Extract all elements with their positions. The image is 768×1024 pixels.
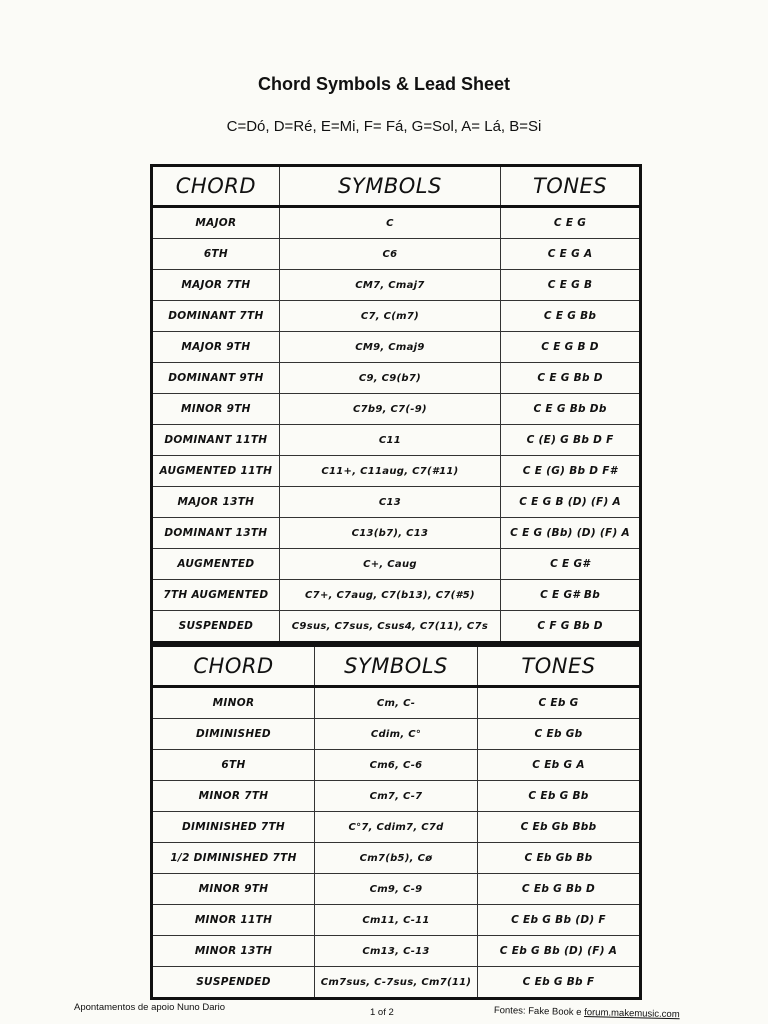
chord-name-cell: DOMINANT 13TH — [152, 518, 280, 549]
chord-name-cell: SUSPENDED — [152, 967, 315, 999]
chord-symbols-cell: C7+, C7aug, C7(b13), C7(#5) — [279, 580, 500, 611]
table-row — [152, 363, 641, 394]
chord-symbols-cell: C9sus, C7sus, Csus4, C7(11), C7s — [279, 611, 500, 643]
chord-name-cell: AUGMENTED 11TH — [152, 456, 280, 487]
chord-tones-cell: C E G Bb Db — [501, 394, 641, 425]
chord-tones-cell: C E G Bb D — [501, 363, 641, 394]
table-row — [152, 301, 641, 332]
table-row — [152, 239, 641, 270]
chord-name-cell: MAJOR 13TH — [152, 487, 280, 518]
table-row — [152, 812, 641, 843]
table-row — [152, 394, 641, 425]
chord-name-cell: MINOR 9TH — [152, 394, 280, 425]
table-row — [152, 874, 641, 905]
chord-symbols-cell: C°7, Cdim7, C7d — [315, 812, 478, 843]
table-row — [152, 518, 641, 549]
chord-symbols-cell: Cm7(b5), Cø — [315, 843, 478, 874]
chord-name-cell: DIMINISHED — [152, 719, 315, 750]
chord-symbols-cell: C7, C(m7) — [279, 301, 500, 332]
chord-tones-cell: C Eb Gb Bbb — [478, 812, 641, 843]
chord-tones-cell: C E G# — [501, 549, 641, 580]
chord-tones-cell: C Eb G Bb (D) F — [478, 905, 641, 936]
chord-tones-cell: C E G B — [501, 270, 641, 301]
chord-name-cell: 7TH AUGMENTED — [152, 580, 280, 611]
table-body — [152, 687, 641, 999]
chord-symbols-cell: Cm6, C-6 — [315, 750, 478, 781]
chord-tones-cell: C Eb G Bb F — [478, 967, 641, 999]
table-row — [152, 580, 641, 611]
chord-symbols-cell: C13 — [279, 487, 500, 518]
chord-tones-cell: C Eb G Bb (D) (F) A — [478, 936, 641, 967]
chord-symbols-cell: Cm7, C-7 — [315, 781, 478, 812]
table-body — [152, 207, 641, 643]
table-row — [152, 905, 641, 936]
chord-name-cell: MAJOR — [152, 207, 280, 239]
major-chords-table — [150, 164, 642, 644]
table-row — [152, 425, 641, 456]
footer-sources — [494, 1005, 680, 1020]
table-row — [152, 967, 641, 999]
footer-source-link[interactable]: forum.makemusic.com — [584, 1007, 680, 1021]
chord-tones-cell: C E G — [501, 207, 641, 239]
chord-name-cell: MINOR — [152, 687, 315, 719]
chord-symbols-cell: C13(b7), C13 — [279, 518, 500, 549]
table-row — [152, 687, 641, 719]
chord-name-cell: DIMINISHED 7TH — [152, 812, 315, 843]
chord-name-cell: DOMINANT 11TH — [152, 425, 280, 456]
chord-name-cell: 1/2 DIMINISHED 7TH — [152, 843, 315, 874]
chord-tones-cell: C F G Bb D — [501, 611, 641, 643]
chord-tones-cell: C Eb Gb — [478, 719, 641, 750]
chord-column-header: CHORD — [152, 646, 315, 687]
page-number: 1 of 2 — [370, 1007, 394, 1018]
table-header-row — [152, 166, 641, 207]
chord-tones-cell: C E (G) Bb D F# — [501, 456, 641, 487]
page-title: Chord Symbols & Lead Sheet — [257, 74, 511, 94]
chord-symbols-cell: C11+, C11aug, C7(#11) — [279, 456, 500, 487]
chord-symbols-cell: C7b9, C7(-9) — [279, 394, 500, 425]
table-row — [152, 611, 641, 643]
chord-symbols-cell: C+, Caug — [279, 549, 500, 580]
chord-symbols-cell: Cm13, C-13 — [315, 936, 478, 967]
chord-tones-cell: C Eb G — [478, 687, 641, 719]
chord-symbols-cell: CM7, Cmaj7 — [279, 270, 500, 301]
table-row — [152, 750, 641, 781]
chord-tones-cell: C Eb G Bb — [478, 781, 641, 812]
chord-tones-cell: C Eb G Bb D — [478, 874, 641, 905]
chord-name-cell: MINOR 9TH — [152, 874, 315, 905]
chord-tones-cell: C E G Bb — [501, 301, 641, 332]
note-names-subtitle: C=Dó, D=Ré, E=Mi, F= Fá, G=Sol, A= Lá, B=Si — [226, 118, 542, 135]
chord-symbols-cell: Cdim, C° — [315, 719, 478, 750]
chord-symbols-cell: CM9, Cmaj9 — [279, 332, 500, 363]
chord-tones-cell: C E G (Bb) (D) (F) A — [501, 518, 641, 549]
table-row — [152, 332, 641, 363]
chord-symbols-cell: C6 — [279, 239, 500, 270]
symbols-column-header: SYMBOLS — [279, 166, 500, 207]
chord-name-cell: SUSPENDED — [152, 611, 280, 643]
table-row — [152, 487, 641, 518]
chord-tones-cell: C E G# Bb — [501, 580, 641, 611]
chord-name-cell: MINOR 13TH — [152, 936, 315, 967]
chord-tones-cell: C E G A — [501, 239, 641, 270]
footer-sources-label: Fontes: Fake Book e — [493, 1005, 585, 1019]
chord-symbols-cell: Cm11, C-11 — [315, 905, 478, 936]
table-row — [152, 549, 641, 580]
table-row — [152, 207, 641, 239]
minor-chords-table — [150, 644, 642, 1000]
chord-symbols-cell: Cm9, C-9 — [315, 874, 478, 905]
chord-name-cell: MAJOR 7TH — [152, 270, 280, 301]
chord-name-cell: MAJOR 9TH — [152, 332, 280, 363]
table-row — [152, 843, 641, 874]
chord-symbols-cell: C9, C9(b7) — [279, 363, 500, 394]
chord-tones-cell: C E G B (D) (F) A — [501, 487, 641, 518]
chord-tones-cell: C (E) G Bb D F — [501, 425, 641, 456]
table-row — [152, 936, 641, 967]
tones-column-header: TONES — [501, 166, 641, 207]
chord-name-cell: 6TH — [152, 239, 280, 270]
chord-symbols-cell: Cm, C- — [315, 687, 478, 719]
table-row — [152, 719, 641, 750]
table-row — [152, 781, 641, 812]
chord-name-cell: AUGMENTED — [152, 549, 280, 580]
chord-name-cell: DOMINANT 9TH — [152, 363, 280, 394]
tones-column-header: TONES — [478, 646, 641, 687]
table-header-row — [152, 646, 641, 687]
chord-column-header: CHORD — [152, 166, 280, 207]
chord-symbols-cell: C11 — [279, 425, 500, 456]
chord-symbols-cell: C — [279, 207, 500, 239]
chord-symbols-cell: Cm7sus, C-7sus, Cm7(11) — [315, 967, 478, 999]
footer-author: Apontamentos de apoio Nuno Dario — [74, 1002, 226, 1013]
chord-name-cell: 6TH — [152, 750, 315, 781]
table-row — [152, 456, 641, 487]
chord-tones-cell: C Eb Gb Bb — [478, 843, 641, 874]
chord-name-cell: MINOR 7TH — [152, 781, 315, 812]
table-row — [152, 270, 641, 301]
chord-tones-cell: C Eb G A — [478, 750, 641, 781]
chord-tones-cell: C E G B D — [501, 332, 641, 363]
symbols-column-header: SYMBOLS — [315, 646, 478, 687]
chord-name-cell: DOMINANT 7TH — [152, 301, 280, 332]
chord-name-cell: MINOR 11TH — [152, 905, 315, 936]
